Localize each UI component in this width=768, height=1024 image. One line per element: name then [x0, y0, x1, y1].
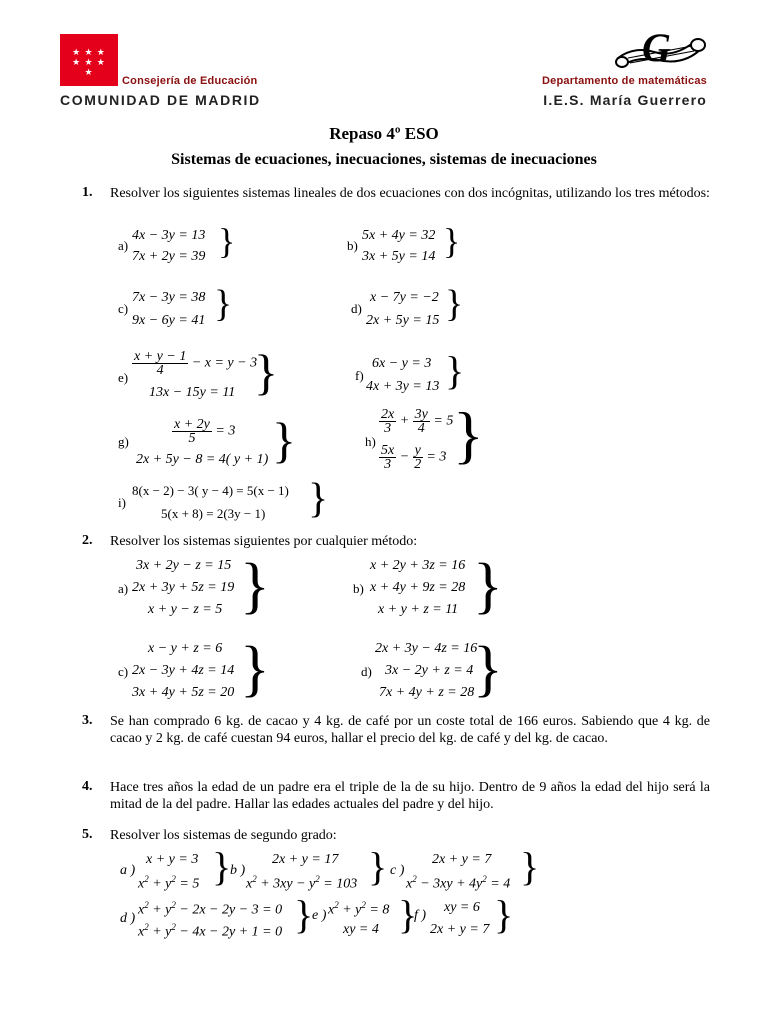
p1-h-op2: − — [399, 449, 410, 465]
p1-h-label: h) — [365, 434, 376, 449]
p1-d-brace: } — [445, 283, 464, 325]
p1-g-eq2: 2x + 5y − 8 = 4( y + 1) — [136, 452, 269, 467]
p1-f-eq2: 4x + 3y = 13 — [366, 379, 440, 394]
p5-a-eq2-x: x — [138, 876, 145, 892]
p5-e-exp1: 2 — [334, 900, 339, 910]
p5-c-eq2-x: x — [406, 876, 413, 892]
p1-c-eq1: 7x − 3y = 38 — [132, 290, 206, 305]
p1-e-fraction — [132, 350, 188, 377]
p1-b-label: b) — [347, 238, 358, 253]
p5-d-eq2 — [138, 922, 282, 941]
p5-d-eq2-rest: − 4x − 2y + 1 = 0 — [175, 924, 283, 940]
p1-h-eq2 — [379, 444, 446, 471]
p5-d-eq2-x: x — [138, 924, 145, 940]
p1-e-eq2: 13x − 15y = 11 — [149, 385, 236, 400]
flag-stars: ★ ★ ★ ★ ★ ★ ★ — [72, 47, 106, 77]
school-logo — [614, 25, 708, 74]
p5-d-eq1-rest: − 2x − 2y − 3 = 0 — [175, 902, 283, 918]
p5-d-label: d ) — [120, 911, 136, 926]
p2-a-brace: } — [240, 552, 270, 620]
p1-i-brace: } — [308, 476, 329, 522]
problem-4-text: Hace tres años la edad de un padre era el triple de la de su hijo. Dentro de 9 años la edad del hijo será la mitad de la del padre. Hallar las edades actuales del padre y del hijo. — [110, 780, 710, 812]
p1-e-eq1 — [132, 350, 257, 377]
p5-a-exp2: 2 — [171, 874, 176, 884]
p1-i-eq1: 8(x − 2) − 3( y − 4) = 5(x − 1) — [132, 483, 289, 498]
p5-e-eq1 — [328, 900, 389, 919]
p1-e-brace: } — [254, 344, 278, 400]
p5-e-label: e ) — [312, 908, 327, 923]
p5-b-brace: } — [368, 844, 388, 889]
p5-c-eq2-rhs: = 4 — [486, 876, 511, 892]
p5-c-eq2 — [406, 874, 510, 893]
p1-g-rest: = 3 — [215, 423, 236, 439]
p5-c-brace: } — [520, 844, 540, 889]
p2-a-label: a) — [118, 581, 129, 596]
p5-f-label: f ) — [414, 908, 427, 923]
p1-h-frac3 — [379, 444, 396, 471]
p5-d-eq1 — [138, 900, 282, 919]
p1-h-frac1 — [379, 408, 396, 435]
p2-a-eq3: x + y − z = 5 — [148, 602, 223, 617]
p1-h-d4: 2 — [414, 457, 422, 472]
p5-e-eq1-rhs: = 8 — [365, 902, 390, 918]
p1-c-label: c) — [118, 301, 129, 316]
p1-h-r1: = 5 — [433, 413, 454, 429]
p1-g-numerator: x + 2y — [174, 417, 210, 432]
p1-a-brace: } — [218, 221, 236, 261]
p1-g-denominator: 5 — [188, 431, 196, 446]
p1-e-numerator: x + y − 1 — [134, 349, 187, 364]
p5-b-eq2-x: x — [246, 876, 253, 892]
p1-h-n2: 3y — [414, 407, 428, 422]
p5-b-eq2-mid: + 3xy − y — [256, 876, 316, 892]
p5-a-eq1: x + y = 3 — [146, 852, 199, 867]
p2-c-label: c) — [118, 664, 129, 679]
p5-b-eq1: 2x + y = 17 — [272, 852, 339, 867]
logo-letter: G — [642, 25, 671, 70]
p2-d-eq1: 2x + 3y − 4z = 16 — [375, 641, 478, 656]
p1-b-brace: } — [443, 221, 461, 261]
p1-h-d3: 3 — [384, 457, 392, 472]
p1-d-label: d) — [351, 301, 362, 316]
p2-b-eq1: x + 2y + 3z = 16 — [370, 558, 466, 573]
p1-h-brace: } — [453, 399, 484, 470]
problem-1-number: 1. — [82, 185, 93, 200]
p2-d-eq3: 7x + 4y + z = 28 — [379, 685, 475, 700]
p5-d-eq1-y: + y — [148, 902, 172, 918]
problem-2-text: Resolver los sistemas siguientes por cualquier método: — [110, 534, 418, 549]
p5-e-eq1-x: x — [328, 902, 335, 918]
p1-e-label: e) — [118, 370, 129, 385]
p1-h-frac2 — [413, 408, 430, 435]
p5-d-eq2-y: + y — [148, 924, 172, 940]
p1-d-eq2: 2x + 5y = 15 — [366, 313, 440, 328]
p5-a-label: a ) — [120, 863, 136, 878]
p1-h-n1: 2x — [381, 407, 395, 422]
p1-e-rest: − x = y − 3 — [191, 355, 258, 371]
p5-d-exp1: 2 — [144, 900, 149, 910]
p2-c-eq1: x − y + z = 6 — [148, 641, 223, 656]
p5-d-brace: } — [294, 892, 314, 937]
p1-b-eq1: 5x + 4y = 32 — [362, 228, 436, 243]
p2-d-brace: } — [473, 635, 503, 703]
header-dept: Departamento de matemáticas — [542, 75, 707, 87]
p1-h-frac4 — [413, 444, 423, 471]
p5-f-eq2: 2x + y = 7 — [430, 922, 490, 937]
p1-g-fraction — [172, 418, 212, 445]
p5-d-exp4: 2 — [171, 922, 176, 932]
p5-a-eq2-rhs: = 5 — [175, 876, 200, 892]
p5-d-eq1-x: x — [138, 902, 145, 918]
p5-f-eq1: xy = 6 — [444, 900, 480, 915]
problem-3-text: Se han comprado 6 kg. de cacao y 4 kg. de café por un coste total de 166 euros. Sabiendo que 4 kg. de cacao y 2 kg. de café cuestan 94 euros, hallar el precio del kg. de café y del kg. de cacao. — [110, 714, 710, 746]
p1-h-n4: y — [414, 443, 421, 458]
p1-a-eq2: 7x + 2y = 39 — [132, 249, 206, 264]
header-region: COMUNIDAD DE MADRID — [60, 92, 261, 108]
p5-f-brace: } — [494, 892, 514, 937]
header-org: Consejería de Educación — [122, 75, 258, 87]
problem-5-number: 5. — [82, 827, 93, 842]
p5-c-label: c ) — [390, 863, 405, 878]
p2-d-label: d) — [361, 664, 372, 679]
p2-d-eq2: 3x − 2y + z = 4 — [385, 663, 474, 678]
page-subtitle: Sistemas de ecuaciones, inecuaciones, sistemas de inecuaciones — [171, 151, 597, 168]
p1-d-eq1: x − 7y = −2 — [370, 290, 439, 305]
page-title: Repaso 4º ESO — [329, 124, 439, 143]
p1-a-label: a) — [118, 238, 129, 253]
p1-g-brace: } — [272, 412, 296, 468]
p5-c-eq1: 2x + y = 7 — [432, 852, 492, 867]
p1-a-eq1: 4x − 3y = 13 — [132, 228, 206, 243]
p5-a-eq2-y: + y — [148, 876, 172, 892]
p2-b-label: b) — [353, 581, 364, 596]
p5-e-brace: } — [398, 892, 418, 937]
problem-1-text: Resolver los siguientes sistemas lineales de dos ecuaciones con dos incógnitas, utilizando los tres métodos: — [110, 186, 710, 201]
p1-h-d2: 4 — [417, 421, 425, 436]
p2-a-eq1: 3x + 2y − z = 15 — [136, 558, 232, 573]
p1-h-eq1 — [379, 408, 453, 435]
problem-5-text: Resolver los sistemas de segundo grado: — [110, 828, 337, 843]
p1-h-d1: 3 — [384, 421, 392, 436]
p2-c-brace: } — [240, 635, 270, 703]
p5-d-exp3: 2 — [144, 922, 149, 932]
p1-h-r2: = 3 — [426, 449, 447, 465]
p5-b-eq2-rhs: = 103 — [319, 876, 358, 892]
p5-d-exp2: 2 — [171, 900, 176, 910]
p1-i-eq2: 5(x + 8) = 2(3y − 1) — [161, 506, 266, 521]
p1-g-label: g) — [118, 434, 129, 449]
header-school: I.E.S. María Guerrero — [543, 92, 707, 108]
p2-b-eq2: x + 4y + 9z = 28 — [370, 580, 466, 595]
p2-a-eq2: 2x + 3y + 5z = 19 — [132, 580, 235, 595]
p1-f-brace: } — [445, 348, 465, 393]
p2-c-eq3: 3x + 4y + 5z = 20 — [132, 685, 235, 700]
p2-c-eq2: 2x − 3y + 4z = 14 — [132, 663, 235, 678]
p1-h-op1: + — [399, 413, 410, 429]
p1-e-denominator: 4 — [156, 363, 164, 378]
problem-4-number: 4. — [82, 779, 93, 794]
p5-b-exp1: 2 — [252, 874, 257, 884]
p5-e-eq1-y: + y — [338, 902, 362, 918]
p2-b-eq3: x + y + z = 11 — [378, 602, 459, 617]
p1-i-label: i) — [118, 495, 126, 510]
p5-b-eq2 — [246, 874, 357, 893]
p2-b-brace: } — [473, 552, 503, 620]
p5-c-eq2-mid: − 3xy + 4y — [416, 876, 483, 892]
p5-e-exp2: 2 — [361, 900, 366, 910]
problem-2-number: 2. — [82, 533, 93, 548]
p1-c-brace: } — [214, 283, 233, 325]
p1-f-eq1: 6x − y = 3 — [372, 356, 432, 371]
p5-c-exp1: 2 — [412, 874, 417, 884]
p5-a-brace: } — [212, 844, 232, 889]
p5-a-eq2 — [138, 874, 199, 893]
p1-g-eq1 — [172, 418, 235, 445]
problem-3-number: 3. — [82, 713, 93, 728]
p5-c-exp2: 2 — [482, 874, 487, 884]
p1-b-eq2: 3x + 5y = 14 — [362, 249, 436, 264]
p1-c-eq2: 9x − 6y = 41 — [132, 313, 206, 328]
p5-e-eq2: xy = 4 — [343, 922, 379, 937]
p5-b-label: b ) — [230, 863, 246, 878]
madrid-flag — [60, 34, 118, 86]
p5-b-exp2: 2 — [315, 874, 320, 884]
p1-h-n3: 5x — [381, 443, 395, 458]
p5-a-exp1: 2 — [144, 874, 149, 884]
p1-f-label: f) — [355, 368, 364, 383]
